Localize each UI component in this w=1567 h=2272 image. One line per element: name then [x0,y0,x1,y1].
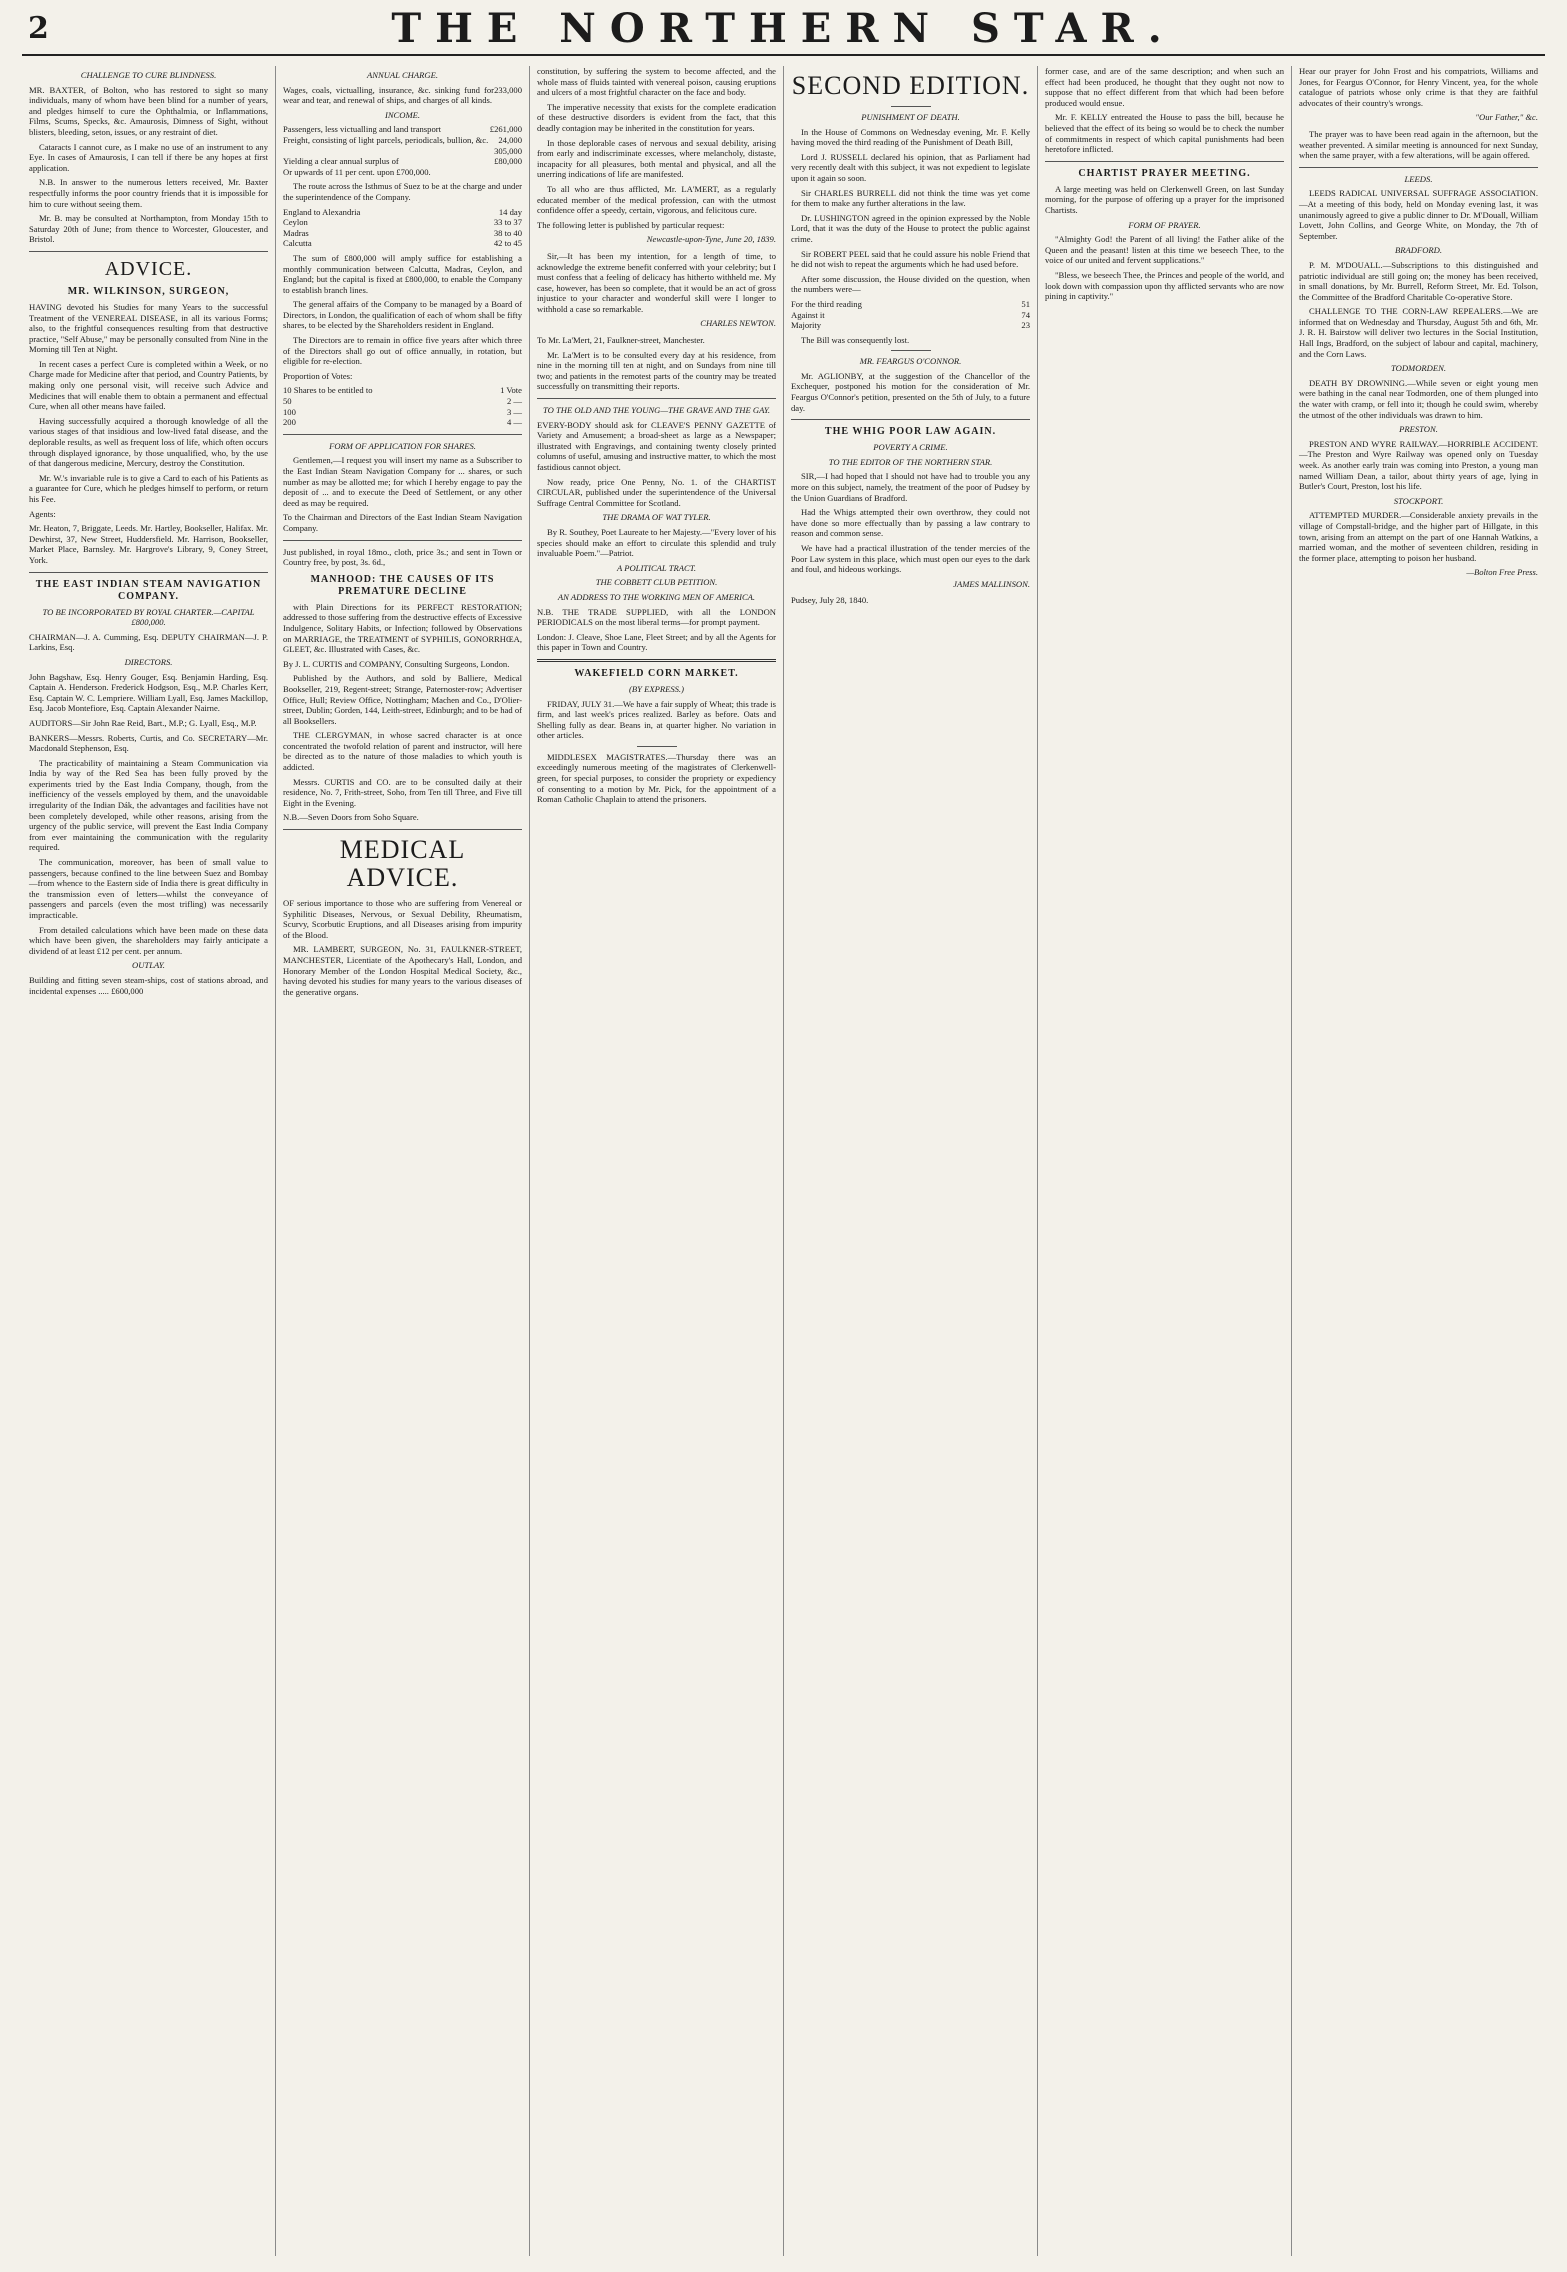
table-cell-value: 38 to 40 [493,227,522,238]
second-edition-heading: SECOND EDITION. [791,71,1030,100]
table-cell-label: Majority [791,320,822,331]
kelly-entreaty: Mr. F. KELLY entreated the House to pass the bill, because he believed that the effect of its being so would be to check the number of commitments in respect of which capital punishments had been heretofore inflicted. [1045,112,1284,155]
table-row [283,217,522,228]
debate-p1: In the House of Commons on Wednesday evening, Mr. F. Kelly having moved the third reading of the Punishment of Death Bill, [791,126,1030,148]
votes-heading: Proportion of Votes: [283,370,353,381]
income-heading: INCOME. [384,109,421,120]
middlesex-report: MIDDLESEX MAGISTRATES.—Thursday there was an exceedingly numerous meeting of the magistrates of Clerkenwell-green, for special purposes, to consider the propriety or expediency of consenting to a motion by Mr. Pick, for the appointment of a Roman Catholic Chaplain to attend the prisoners. [537,751,776,805]
testimonial-signature: CHARLES NEWTON. [700,318,776,329]
masthead [22,0,1545,56]
prayer-note: The prayer was to have been read again in the afternoon, but the weather prevented. A similar meeting is announced for next Sunday, when the same prayer, with a few alterations, will be again offered. [1299,128,1538,161]
steam-body-3: From detailed calculations which have been made on these data which have been given, the shareholders may fairly anticipate a dividend of at least £12 per cent. per annum. [29,924,268,956]
table-cell-label [283,146,490,157]
trade-note: N.B. THE TRADE SUPPLIED, with all the LONDON PERIODICALS on the most liberal terms—for prompt payment. [537,606,776,628]
table-cell-value: 51 [1021,298,1030,309]
table-cell-label: England to Alexandria [283,206,361,217]
table-row [283,228,522,239]
steam-chairman: CHAIRMAN—J. A. Cumming, Esq. DEPUTY CHAIRMAN—J. P. Larkins, Esq. [29,631,268,653]
table-cell-value: 305,000 [494,145,522,156]
prayer-text-1: "Almighty God! the Parent of all living! the Father alike of the Queen and the peasant! listen at this time we beseech Thee, to the voice of our united and fervent supplications." [1045,234,1284,266]
wilkinson-agents-heading: Agents: [29,508,56,519]
table-cell-label: Calcutta [283,238,312,249]
testimonial-place: Newcastle-upon-Tyne, June 20, 1839. [646,234,776,245]
bill-lost: The Bill was consequently lost. [801,334,910,345]
table-cell-value: 74 [1021,309,1030,320]
curtis-nb: N.B.—Seven Doors from Soho Square. [283,812,419,823]
medical-advice-heading: MEDICAL ADVICE. [339,835,466,893]
table-row [283,385,522,396]
corn-law-challenge: CHALLENGE TO THE CORN-LAW REPEALERS.—We are informed that on Wednesday and Thursday, August 5th and 6th, Mr. J. R. H. Bairstow will deliver two lectures in the Social Institution, Hall Ings, Bradford, on the subject of labour and capital, machinery, and the Corn Laws. [1299,306,1538,359]
table-cell-label: Passengers, less victualling and land transport [283,124,441,135]
steam-bankers: BANKERS—Messrs. Roberts, Curtis, and Co. SECRETARY—Mr. Macdonald Stephenson, Esq. [29,732,268,754]
steam-directors: John Bagshaw, Esq. Henry Gouger, Esq. Benjamin Harding, Esq. Captain A. Henderson. Frederick Hodgson, Esq., M.P. Charles Kerr, Esq. Captain W. C. Lempriere. William Lyall, Esq. James Mackillop, Esq. Jacob Montefiore, Esq. Captain Alexander Nairne. [29,671,268,714]
address-heading: AN ADDRESS TO THE WORKING MEN OF AMERICA. [557,591,756,602]
table-cell-value: 3 — [506,406,522,417]
baxter-schedule: Mr. B. may be consulted at Northampton, from Monday 15th to Saturday 20th of June; from thence to Worcester, Gloucester, and Bristol. [29,213,268,245]
whig-p1: SIR,—I had hoped that I should not have had to trouble you any more on this subject, namely, the treatment of the poor of Pudsey by the Union Guardians of Bradford. [791,471,1030,503]
cleave-heading: TO THE OLD AND THE YOUNG—THE GRAVE AND THE GAY. [542,405,771,416]
table-cell-value: £261,000 [489,124,522,135]
page-number: 2 [28,11,49,46]
table-cell-value: 2 — [506,396,522,407]
divider [891,106,931,107]
steam-outlay-heading: OUTLAY. [132,960,165,971]
divider [29,572,268,573]
stockport-heading: STOCKPORT. [1393,495,1444,506]
corn-market-heading: WAKEFIELD CORN MARKET. [574,667,739,679]
stockport-source: —Bolton Free Press. [1466,567,1538,578]
wilkinson-heading: MR. WILKINSON, SURGEON, [67,285,230,297]
prayer-continued: Hear our prayer for John Frost and his compatriots, Williams and Jones, for Feargus O'Connor, for Henry Vincent, yea, for the whole catalogue of patriots whose only crime is that they are faithful advocates of their country's wrongs. [1299,66,1538,108]
table-row [283,238,522,249]
bradford-report: P. M. M'DOUALL.—Subscriptions to this distinguished and patriotic individual are still going on; the money has been received, in small donations, by Mr. Burrell, Reform Street, Mr. Ed. Tolson, the Committee of the Bradford Charitable Co-operative Store. [1299,259,1538,302]
table-cell-label: For the third reading [791,298,862,309]
column-5 [1038,66,1292,2256]
table-row [283,207,522,218]
table-cell-label: Yielding a clear annual surplus of [283,156,399,167]
testimonial-body: Sir,—It has been my intention, for a length of time, to acknowledge the extreme benefit conferred with your celebrity; but I must confess that a feeling of delicacy has hitherto withheld me. My case, however, has been so complete, that it would be an act of gross injustice to your character and wonderful skill were I longer to withhold a case so remarkable. [537,250,776,314]
debate-continued: former case, and are of the same description; and when such an effect had been produced, he thought that they ought not now to suppose that no effect different from that which had been before produced would ensue. [1045,66,1284,108]
table-cell-label: Madras [283,227,309,238]
lamert-body-3: To all who are thus afflicted, Mr. LA'MERT, as a regularly educated member of the medical profession, can with the utmost confidence offer a speedy, certain, vigorous, and felicitous cure. [537,183,776,216]
divider [283,434,522,435]
chartist-prayer-p1: A large meeting was held on Clerkenwell Green, on last Sunday morning, for the purpose of offering up a prayer for the imprisoned Chartists. [1045,183,1284,215]
table-cell-label: Freight, consisting of light parcels, periodicals, bullion, &c. [283,134,489,145]
table-row [283,417,522,428]
table-cell-label: 50 [283,396,292,407]
table-row [283,167,522,178]
column-4 [784,66,1038,2256]
lamert-body-2: In those deplorable cases of nervous and sexual debility, arising from early and indiscriminate excesses, where melancholy, distaste, incapacity for all pleasures, both mental and physical, and all the unerring indications of life are manifested. [537,137,776,180]
table-cell-value: 233,000 [494,84,522,95]
whig-p2: Had the Whigs attempted their own overthrow, they could not have done so more effectually than by passing a law contrary to reason and common sense. [791,507,1030,539]
column-3 [530,66,784,2256]
table-cell-label: 100 [283,406,296,417]
table-cell-value: 23 [1021,320,1030,331]
form-addressee: To the Chairman and Directors of the East Indian Steam Navigation Company. [283,512,522,533]
testimonial-heading: The following letter is published by particular request: [537,219,725,230]
table-row [791,320,1030,331]
form-heading: FORM OF APPLICATION FOR SHARES. [329,440,476,451]
whig-p3: We have had a practical illustration of the tender mercies of the Poor Law system in this place, which must open our eyes to the dark and foul, and hideous workings. [791,543,1030,575]
book-body: with Plain Directions for its PERFECT RESTORATION; addressed to those suffering from the destructive effects of Excessive Indulgence, Solitary Habits, or Infection; followed by Observations on MARRIAGE, the TREATMENT of SYPHILIS, GONORRHŒA, GLEET, &c. Illustrated with Cases, &c. [283,601,522,655]
table-cell-value: 24,000 [498,134,522,145]
form-of-prayer-heading: FORM OF PRAYER. [1128,219,1201,230]
wilkinson-p4: Mr. W.'s invariable rule is to give a Card to each of his Patients as a guarantee for Cure, which he pledges himself to perform, or return his Fee. [29,472,268,504]
divider [29,251,268,252]
table-row [791,310,1030,321]
annual-charge-heading: ANNUAL CHARGE. [367,70,438,80]
lamert-consulting: Mr. La'Mert is to be consulted every day at his residence, from nine in the morning till ten at night, and on Sundays from nine till two; and patients in the remotest parts of the country may be treated successfully on transmitting their reports. [537,349,776,392]
form-body: Gentlemen,—I request you will insert my name as a Subscriber to the East Indian Steam Navigation Company for ... shares, or such number as may be allotted me; for which I hereby engage to pay the deposit of ... and to execute the Deed of Settlement, or any other deed as may be required. [283,455,522,508]
table-row [283,396,522,407]
table-row [283,156,522,167]
debate-p5: Sir ROBERT PEEL said that he could assure his noble Friend that he did not wish to repeat the arguments which he had used before. [791,248,1030,270]
wilkinson-agents: Mr. Heaton, 7, Briggate, Leeds. Mr. Hartley, Bookseller, Halifax. Mr. Dewhirst, 37, New Street, Huddersfield. Mr. Harrison, Bookseller, Market Place, Barnsley. Mr. Hargrove's Library, 9, Coney Street, York. [29,523,268,565]
table-cell-label: Ceylon [283,217,308,228]
annual-charge-table [283,85,522,106]
table-cell-value: 4 — [506,417,522,428]
table-row [283,135,522,146]
routes-table [283,207,522,249]
prospectus-p3: The Directors are to remain in office five years after which three of the Directors shall go out of office annually, in rotation, but eligible for re-election. [283,335,522,367]
medical-advice-body: OF serious importance to those who are suffering from Venereal or Syphilitic Diseases, Nervous, or Sexual Debility, Rheumatism, Scurvy, Scorbutic Eruptions, and all Diseases arising from impurity of the Blood. [283,898,522,940]
cleave-ad: EVERY-BODY should ask for CLEAVE'S PENNY GAZETTE of Variety and Amusement; a broad-sheet as large as a Newspaper; illustrated with Engravings, and containing twenty closely printed columns of useful, amusing and instructive matter, to which the most fastidious cannot object. [537,419,776,472]
book-intro: Just published, in royal 18mo., cloth, price 3s.; and sent in Town or Country free, by post, 3s. 6d., [283,546,522,568]
book-heading: MANHOOD: THE CAUSES OF ITS PREMATURE DECLINE [310,573,495,597]
divider [891,350,931,351]
debate-p3: Sir CHARLES BURRELL did not think the time was yet come for them to make any further alterations in the law. [791,187,1030,209]
divider [283,540,522,541]
baxter-ad: MR. BAXTER, of Bolton, who has restored to sight so many individuals, many of whom have been blind for a number of years, and pledges himself to cure the Ophthalmia, or Inflammations, Films, Scums, Specks, &c. Amaurosis, Dimness of Sight, without blisters, bleeding, seton, issues, or any restraint of diet. [29,84,268,137]
oconnor-body: Mr. AGLIONBY, at the suggestion of the Chancellor of the Exchequer, postponed his motion for the consideration of Mr. Feargus O'Connor's petition, presented on the 5th of July, to a future day. [791,370,1030,413]
lambert-ad: MR. LAMBERT, SURGEON, No. 31, FAULKNER-STREET, MANCHESTER, Licentiate of the Apothecary's Hall, London, and Honorary Member of the London Hospital Medical Society, &c., having devoted his studies for many years to the various diseases of the generative organs. [283,944,522,997]
publisher-note: London: J. Cleave, Shoe Lane, Fleet Street; and by all the Agents for this paper in Town and Country. [537,631,776,653]
blindness-heading: CHALLENGE TO CURE BLINDNESS. [80,70,217,80]
drama-heading: THE DRAMA OF WAT TYLER. [602,512,711,523]
wilkinson-p3: Having successfully acquired a thorough knowledge of all the various stages of that insidious and low-lived fatal disease, and the deplorable results, as well as frequent loss of life, which often occurs through displayed ignorance, by those unqualified, who, by the use of that dangerous medicine, Mercury, destroy the Constitution. [29,415,268,469]
table-cell-label: 200 [283,417,296,428]
corn-market-subheading: (BY EXPRESS.) [629,683,684,694]
punishment-heading: PUNISHMENT OF DEATH. [861,112,960,122]
prospectus-p1: The sum of £800,000 will amply suffice for establishing a monthly communication between Calcutta, Madras, Ceylon, and England; but the capital is fixed at £800,000, to enable the Company to establish branch lines. [283,252,522,295]
routes-intro: The route across the Isthmus of Suez to be at the charge and under the superintendence of the Company. [283,181,522,202]
leeds-report: LEEDS RADICAL UNIVERSAL SUFFRAGE ASSOCIATION.—At a meeting of this body, held on Monday evening last, it was unanimously agreed to give a public dinner to Dr. M'Douall, William Lovett, John Collins, and George White, on Monday, the 7th of September. [1299,188,1538,241]
steam-body-1: The practicability of maintaining a Steam Communication via India by way of the Red Sea has been fully proved by the experiments tried by the East India Company, though, from the inefficiency of the vessels employed by them, and the unavoidable irregularity of the Indian Dák, the advantages and facilities have not been completely developed, while other reasons, arising from the urgency of the public service, will prevent the East India Company from ever maintaining the communication with the regularity required. [29,757,268,853]
columns [22,66,1545,2256]
advice-heading: ADVICE. [104,257,193,280]
steam-outlay: Building and fitting seven steam-ships, cost of stations abroad, and incidental expenses ..... £600,000 [29,974,268,996]
oconnor-heading: MR. FEARGUS O'CONNOR. [859,356,962,367]
whig-signature: JAMES MALLINSON. [953,578,1030,589]
clergyman-note: THE CLERGYMAN, in whose sacred character is at once concentrated the twofold relation of parent and instructor, will here be directed as to the nature of those maladies to which youth is addicted. [283,730,522,773]
table-cell-value: £80,000 [494,156,522,167]
table-cell-label: Wages, coals, victualling, insurance, &c. sinking fund for wear and tear, and renewal of ships, and charges of all kinds. [283,84,495,106]
baxter-cataracts: Cataracts I cannot cure, as I make no use of an instrument to any Eye. In cases of Amaurosis, I can tell if there be any hopes at first application. [29,141,268,173]
table-cell-value: 1 Vote [500,385,522,396]
wilkinson-p1: HAVING devoted his Studies for many Years to the successful Treatment of the VENEREAL DISEASE, in all its various Forms; also, to the frightful consequences resulting from that destructive practice, "Self Abuse," may be personally consulted from Nine in the Morning till Ten at Night. [29,301,268,355]
baxter-nb: N.B. In answer to the numerous letters received, Mr. Baxter respectfully informs the poor country friends that it is impossible for him to cure without seeing them. [29,177,268,209]
divider [1299,167,1538,168]
table-cell-value: 14 day [498,206,522,217]
table-cell-label: 10 Shares to be entitled to [283,385,373,396]
preston-heading: PRESTON. [1399,424,1438,435]
wilkinson-p2: In recent cases a perfect Cure is completed within a Week, or no Charge made for Medicine after that period, and Country Patients, by making only one personal visit, will receive such Advice and Medicines that will enable them to obtain a permanent and effectual Cure, when all other means have failed. [29,358,268,412]
chartist-prayer-heading: CHARTIST PRAYER MEETING. [1078,167,1251,179]
drama-body: By R. Southey, Poet Laureate to her Majesty.—"Every lover of his species should make an effort to circulate this splendid and truly invaluable Poem."—Patriot. [537,526,776,559]
steam-auditors: AUDITORS—Sir John Rae Reid, Bart., M.P.; G. Lyall, Esq., M.P. [29,717,257,728]
votes-table [283,385,522,427]
testimonial-recipient: To Mr. La'Mert, 21, Faulkner-street, Manchester. [537,335,705,346]
table-row [283,146,522,157]
table-row [283,407,522,418]
debate-p6: After some discussion, the House divided on the question, when the numbers were— [791,273,1030,295]
table-row [283,124,522,135]
stockport-report: ATTEMPTED MURDER.—Considerable anxiety prevails in the village of Compstall-bridge, and the higher part of Hillgate, in this town, arising from an attempt on the part of one Hannah Watkins, a married woman, and the mother of seventeen children, residing in the former place, attempting to poison her husband. [1299,510,1538,563]
table-cell-label: Or upwards of 11 per cent. upon £700,000. [283,166,431,177]
divider [1045,161,1284,162]
curtis-address: Messrs. CURTIS and CO. are to be consulted daily at their residence, No. 7, Frith-street, Soho, from Ten till Three, and Five till Eight in the Evening. [283,776,522,808]
prayer-text-2: "Bless, we beseech Thee, the Princes and people of the world, and look down with compassion upon thy afflicted servants who are now pining in captivity." [1045,269,1284,302]
steam-heading: THE EAST INDIAN STEAM NAVIGATION COMPANY. [35,578,262,602]
cobbett-heading: THE COBBETT CLUB PETITION. [595,577,718,588]
income-table [283,124,522,177]
tract-heading: A POLITICAL TRACT. [616,562,697,573]
todmorden-heading: TODMORDEN. [1391,363,1446,374]
column-1 [22,66,276,2256]
newspaper-title: THE NORTHERN STAR. [391,5,1176,52]
table-cell-value [490,167,522,178]
chartist-circular: Now ready, price One Penny, No. 1. of the CHARTIST CIRCULAR, published under the superintendence of the Universal Suffrage Central Committee for Scotland. [537,476,776,508]
leeds-heading: LEEDS. [1404,173,1433,184]
bradford-heading: BRADFORD. [1394,245,1442,256]
divider [791,419,1030,420]
lamert-body-1: The imperative necessity that exists for the complete eradication of these destructive disorders is evident from the fact, that this deadly contagion may be inherited in the constitution for years. [537,101,776,133]
whig-heading: THE WHIG POOR LAW AGAIN. [824,426,997,438]
column-6 [1292,66,1545,2256]
steam-directors-heading: DIRECTORS. [124,656,173,667]
debate-p4: Dr. LUSHINGTON agreed in the opinion expressed by the Noble Lord, that it was the duty of the House to protect the public against crime. [791,212,1030,244]
divider [537,659,776,662]
debate-p2: Lord J. RUSSELL declared his opinion, that as Parliament had very recently dealt with this subject, it was not expedient to legislate upon it again so soon. [791,151,1030,183]
corn-market-report: FRIDAY, JULY 31.—We have a fair supply of Wheat; this trade is firm, and last week's prices realized. Barley as before. Oats and Shelling fully as dear. Beans in, at quarter higher. No variation in other articles. [537,698,776,741]
whig-place: Pudsey, July 28, 1840. [791,595,869,606]
table-row [283,85,522,106]
whig-to-editor: TO THE EDITOR OF THE NORTHERN STAR. [828,456,993,467]
book-author: By J. L. CURTIS and COMPANY, Consulting Surgeons, London. [283,658,510,669]
prospectus-p2: The general affairs of the Company to be managed by a Board of Directors, in London, the qualification of each of whom shall be fifty shares, to be elected by the Shareholders resident in England. [283,299,522,331]
division-table [791,299,1030,331]
divider [537,398,776,399]
table-cell-label: Against it [791,309,825,320]
divider [283,829,522,830]
prayer-amen: "Our Father," &c. [1475,112,1538,123]
book-publishers: Published by the Authors, and sold by Balliere, Medical Bookseller, 219, Regent-street; Strange, Paternoster-row; Advertiser Office, Hull; Review Office, Nottingham; Machen and Co., D'Olier-street, Dublin; Gorden, 144, Leith-street, Edinburgh; and to be had of all Booksellers. [283,673,522,726]
steam-subheading: TO BE INCORPORATED BY ROYAL CHARTER.—CAPITAL £800,000. [42,606,255,628]
table-row [791,299,1030,310]
table-cell-value: 33 to 37 [493,217,522,228]
divider [637,746,677,747]
column-2 [276,66,530,2256]
steam-body-2: The communication, moreover, has been of small value to passengers, because confined to the line between Suez and Bombay—from whence to the Eastern side of India there is great difficulty in the transmission even of letters—whilst the conveyance of passengers and parcels (even the most trifling) was necessarily impracticable. [29,857,268,920]
table-cell-value: 42 to 45 [493,238,522,249]
lamert-intro: constitution, by suffering the system to become affected, and the whole mass of fluids tainted with venereal poison, causing eruptions and ulcers of a most frightful character on the face and body. [537,66,776,98]
whig-subheading: POVERTY A CRIME. [873,442,948,453]
preston-report: PRESTON AND WYRE RAILWAY.—HORRIBLE ACCIDENT.—The Preston and Wyre Railway was opened only on Tuesday week. As another early train was coming into Preston, a young man named William Dean, a tailor, about thirty years of age, lying in Butler's Court, Preston, lost his life. [1299,438,1538,492]
todmorden-report: DEATH BY DROWNING.—While seven or eight young men were bathing in the canal near Todmorden, one of them plunged into the water with cramp, or fell into it; though he could swim, whereby the utmost of the other individuals was drawn to him. [1299,377,1538,420]
